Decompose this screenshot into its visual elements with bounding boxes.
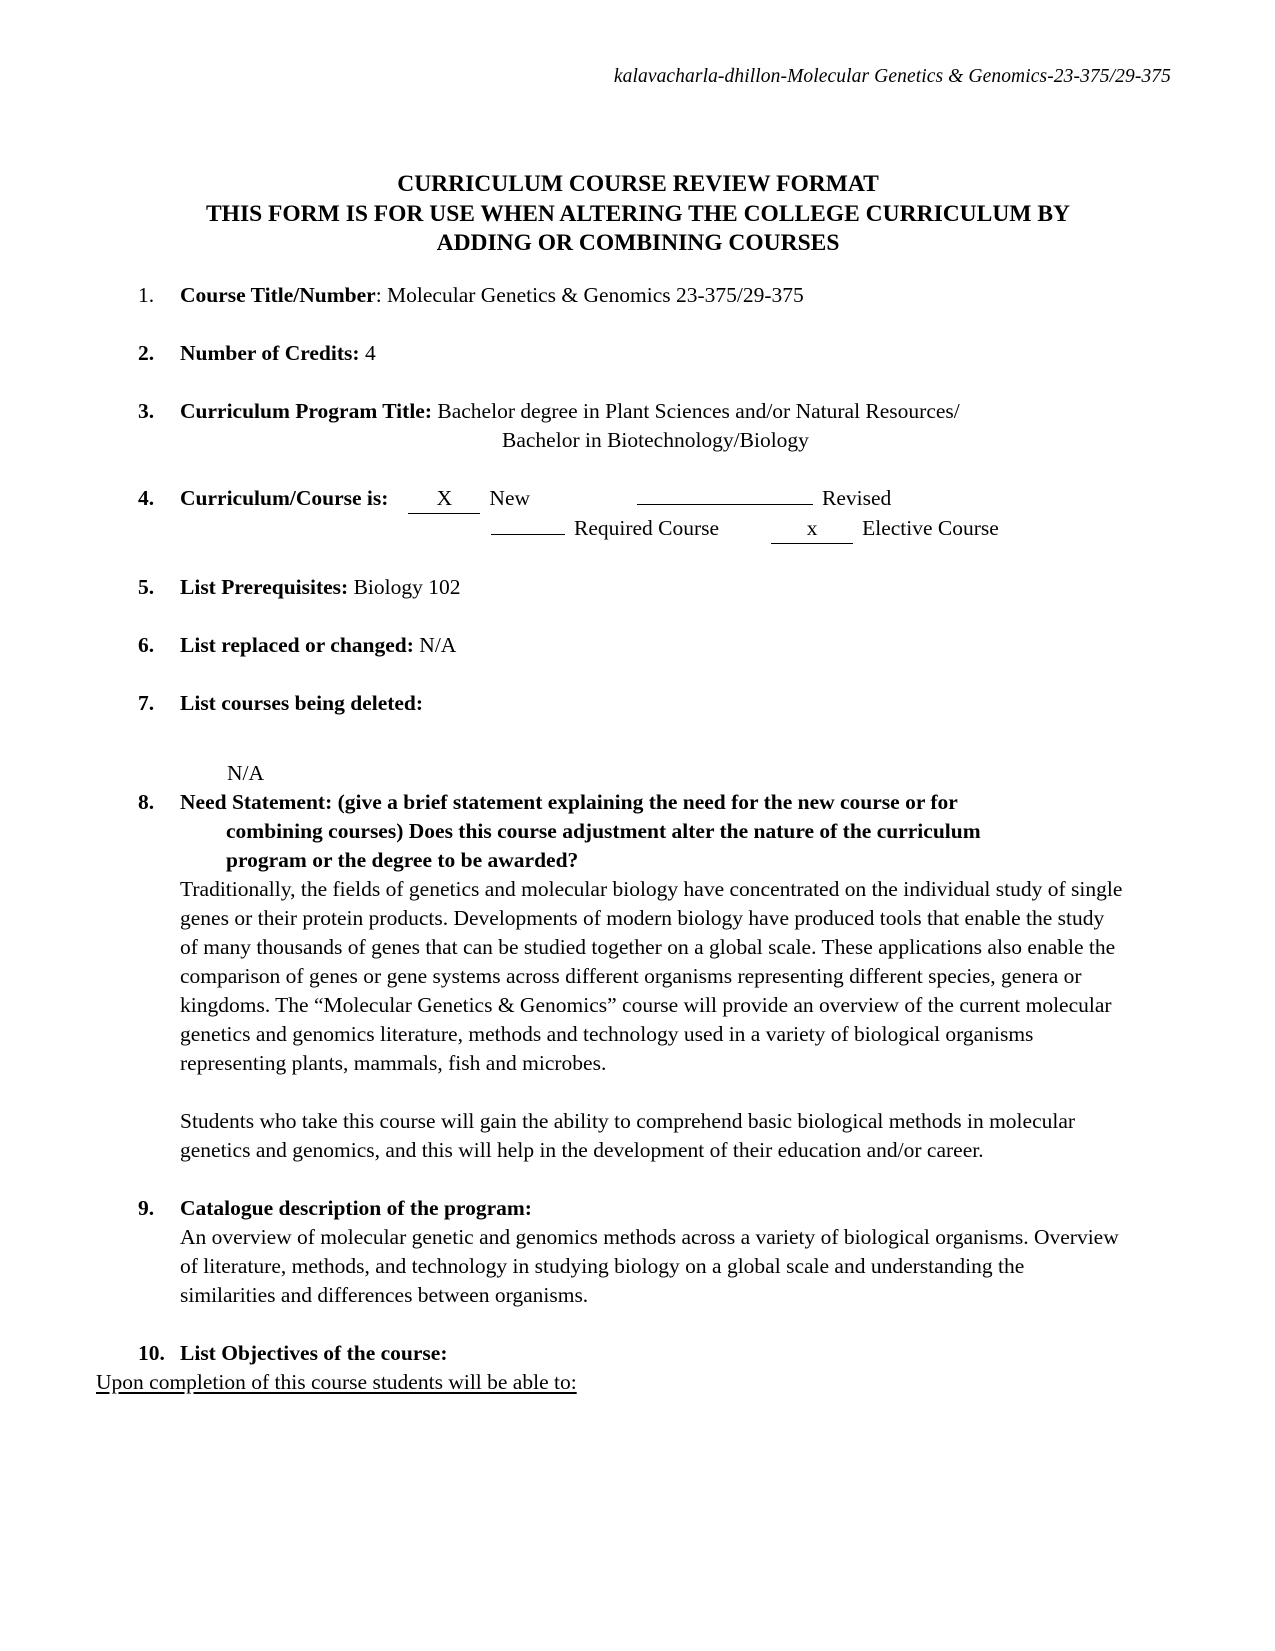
item-2-content (180, 339, 1123, 368)
item-4-content (180, 484, 1123, 544)
item-6-content (180, 631, 1123, 660)
new-checkbox-blank[interactable]: X (408, 484, 480, 514)
item-3-value: Bachelor degree in Plant Sciences and/or Natural Resources/ (432, 399, 960, 423)
elective-checkbox-blank[interactable]: x (771, 514, 853, 544)
revised-checkbox-blank[interactable] (637, 504, 813, 505)
required-option-label: Required Course (574, 516, 720, 540)
item-5-content (180, 573, 1123, 602)
spacer (180, 1078, 1123, 1107)
form-item-4 (138, 484, 1123, 544)
item-5-label: List Prerequisites: (180, 575, 349, 599)
spacer (138, 368, 1123, 397)
spacer (138, 1165, 1123, 1194)
item-5-value: Biology 102 (348, 575, 461, 599)
item-2-value: 4 (359, 341, 376, 365)
item-2-number: 2. (138, 341, 155, 365)
item-10-subline-wrap (96, 1368, 1123, 1397)
item-1-separator: : (375, 283, 388, 307)
form-item-7 (138, 689, 1123, 788)
elective-option-label: Elective Course (862, 516, 999, 540)
item-3-number: 3. (138, 399, 155, 423)
spacer (138, 455, 1123, 484)
item-8-paragraph-1: Traditionally, the fields of genetics and molecular biology have concentrated on the individual study of single genes or their protein products. Developments of modern biology have produced tools that enable the study of many thousands of genes that can be studied together on a global scale. These applications also enable the comparison of genes or gene systems across different organisms representing different species, genera or kingdoms. The “Molecular Genetics & Genomics” course will provide an overview of the current molecular genetics and genomics literature, methods and technology used in a variety of biological organisms representing plants, mammals, fish and microbes. (180, 877, 1123, 1075)
item-8-number: 8. (138, 790, 155, 814)
item-3-content (180, 397, 1123, 455)
item-9-number: 9. (138, 1196, 155, 1220)
title-line-1: CURRICULUM COURSE REVIEW FORMAT (397, 171, 879, 197)
item-1-label: Course Title/Number (180, 283, 376, 307)
item-7-value: N/A (227, 761, 265, 785)
form-item-2 (138, 339, 1123, 368)
page-title (138, 170, 1138, 259)
item-8-paragraph-2: Students who take this course will gain the ability to comprehend basic biological methods in molecular genetics and genomics, and this will help in the development of their education and/or career. (180, 1109, 1076, 1162)
item-7-label: List courses being deleted: (180, 691, 424, 715)
item-8-heading-line-2: combining courses) Does this course adjustment alter the nature of the curriculum (226, 819, 981, 843)
item-8-heading (180, 788, 1123, 875)
item-8-heading-line-3: program or the degree to be awarded? (226, 848, 579, 872)
item-2-label: Number of Credits: (180, 341, 360, 365)
item-10-content (180, 1339, 1123, 1368)
item-10-subline: Upon completion of this course students will be able to: (96, 1370, 577, 1394)
new-option-label: New (489, 486, 531, 510)
spacer (138, 310, 1123, 339)
item-10-number: 10. (138, 1341, 165, 1365)
form-item-6 (138, 631, 1123, 660)
item-6-label: List replaced or changed: (180, 633, 414, 657)
item-3-label: Curriculum Program Title: (180, 399, 432, 423)
item-8-heading-line-1: Need Statement: (give a brief statement explaining the need for the new course or for (180, 790, 958, 814)
item-1-value: Molecular Genetics & Genomics 23-375/29-375 (387, 283, 804, 307)
item-9-content (180, 1194, 1123, 1310)
item-4-row-required-elective (180, 514, 1123, 544)
item-1-content (180, 281, 1123, 310)
item-9-label: Catalogue description of the program: (180, 1196, 532, 1220)
form-body (96, 281, 1123, 1397)
item-4-row-new-revised (180, 484, 1123, 514)
revised-option-label: Revised (822, 486, 892, 510)
spacer (138, 1310, 1123, 1339)
item-6-value: N/A (413, 633, 457, 657)
item-6-number: 6. (138, 633, 155, 657)
item-7-number: 7. (138, 691, 155, 715)
required-checkbox-blank[interactable] (491, 534, 565, 535)
item-10-label: List Objectives of the course: (180, 1341, 448, 1365)
item-8-content (180, 788, 1123, 1165)
item-5-number: 5. (138, 575, 155, 599)
title-line-3: ADDING OR COMBINING COURSES (436, 230, 840, 256)
form-item-1 (138, 281, 1123, 310)
item-9-paragraph: An overview of molecular genetic and genomics methods across a variety of biological organisms. Overview of literature, methods, and technology in studying biology on a global scale and understanding the similarities and differences between organisms. (180, 1225, 1119, 1307)
spacer (138, 602, 1123, 631)
item-3-value-line2: Bachelor in Biotechnology/Biology (502, 428, 809, 452)
form-item-9 (138, 1194, 1123, 1310)
item-4-number: 4. (138, 486, 155, 510)
item-4-label: Curriculum/Course is: (180, 486, 389, 510)
form-item-3 (138, 397, 1123, 455)
form-item-5 (138, 573, 1123, 602)
running-header: kalavacharla-dhillon-Molecular Genetics & Genomics-23-375/29-375 (613, 66, 1171, 87)
form-item-10 (138, 1339, 1123, 1368)
item-7-content (180, 689, 1123, 788)
item-8-paragraphs (180, 875, 1123, 1165)
title-line-2: THIS FORM IS FOR USE WHEN ALTERING THE COLLEGE CURRICULUM BY (205, 200, 1070, 227)
item-1-number: 1. (138, 283, 155, 307)
spacer (138, 544, 1123, 573)
spacer (138, 660, 1123, 689)
form-item-8 (138, 788, 1123, 1165)
